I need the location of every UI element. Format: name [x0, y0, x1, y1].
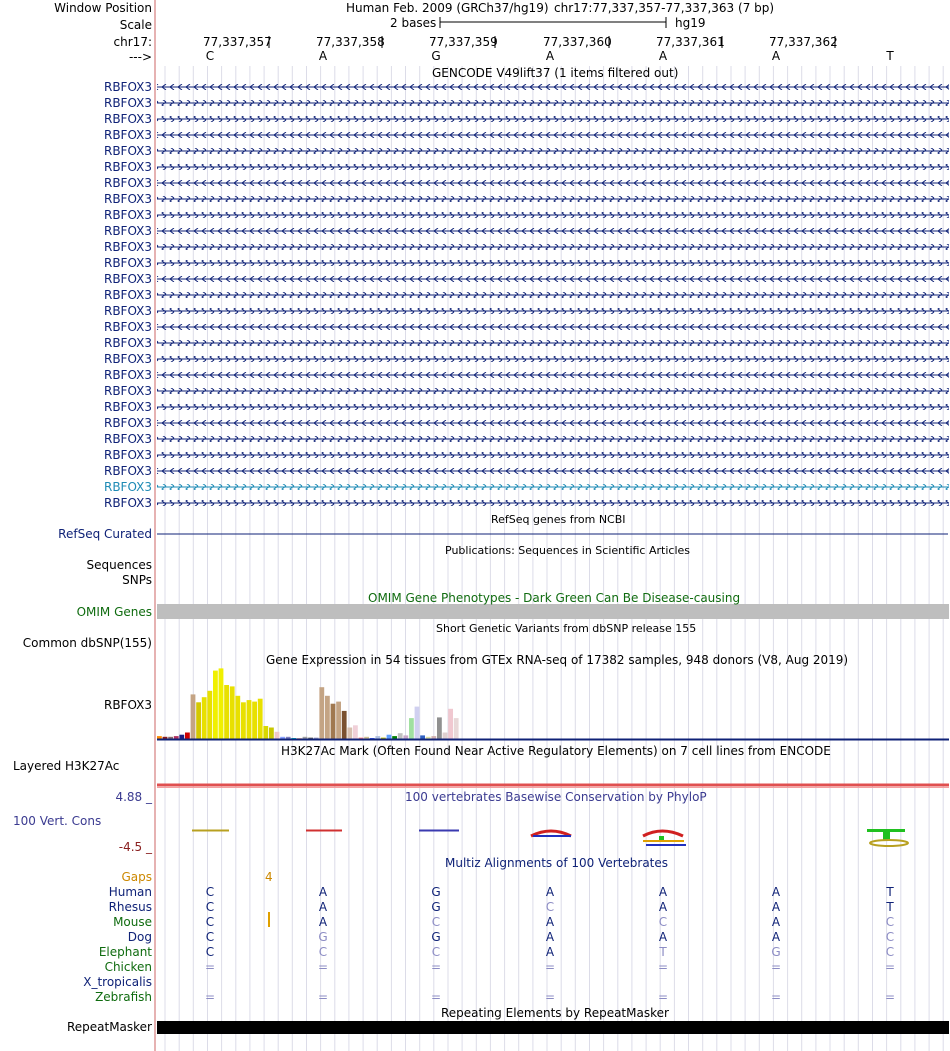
gencode-track-item[interactable]: RBFOX3: [103, 256, 152, 270]
gtex-bars[interactable]: [157, 668, 459, 739]
alignment-base: T: [659, 945, 667, 959]
reference-base: G: [431, 49, 441, 63]
gtex-tissue-bar[interactable]: [353, 725, 358, 739]
reference-base: T: [886, 49, 894, 63]
repeatmasker-bar[interactable]: [157, 1021, 949, 1034]
gencode-title: GENCODE V49lift37 (1 items filtered out): [432, 66, 679, 80]
window-position-label: Window Position: [54, 1, 152, 15]
alignment-base: A: [545, 885, 555, 899]
alignment-base: A: [318, 885, 328, 899]
gencode-track-item[interactable]: RBFOX3: [103, 320, 152, 334]
ruler-pos-6: 77,337,362: [769, 35, 838, 49]
alignment-base: G: [771, 945, 781, 959]
reference-base: A: [545, 49, 555, 63]
alignment-base: C: [885, 945, 895, 959]
gencode-track-item[interactable]: RBFOX3: [103, 192, 152, 206]
omim-track-label[interactable]: OMIM Genes: [76, 605, 152, 619]
gaps-label[interactable]: Gaps: [121, 870, 152, 884]
gencode-track-item[interactable]: RBFOX3: [103, 496, 152, 510]
alignment-base: =: [657, 990, 669, 1004]
gtex-title: Gene Expression in 54 tissues from GTEx RNA-seq of 17382 samples, 948 donors (V8, Aug 2019): [266, 653, 849, 667]
gencode-track-item[interactable]: RBFOX3: [103, 336, 152, 350]
gtex-tissue-bar[interactable]: [252, 702, 257, 739]
alignment-base: C: [205, 915, 215, 929]
conservation-marks[interactable]: [192, 829, 908, 846]
gtex-tissue-bar[interactable]: [224, 685, 229, 739]
ruler-pos-5: 77,337,361: [656, 35, 725, 49]
scale-bar: [440, 17, 666, 28]
alignment-base: G: [431, 885, 441, 899]
gencode-track-item[interactable]: RBFOX3: [103, 368, 152, 382]
gencode-track-item[interactable]: RBFOX3: [103, 432, 152, 446]
gencode-track-item[interactable]: RBFOX3: [103, 448, 152, 462]
species-label[interactable]: Chicken: [104, 960, 152, 974]
gtex-tissue-bar[interactable]: [437, 717, 442, 739]
gencode-track-item[interactable]: RBFOX3: [103, 176, 152, 190]
alignment-base: A: [318, 915, 328, 929]
repeatmasker-track-label[interactable]: RepeatMasker: [66, 1020, 152, 1034]
gtex-tissue-bar[interactable]: [207, 691, 212, 739]
gencode-track-item[interactable]: RBFOX3: [103, 208, 152, 222]
repeatmasker-title: Repeating Elements by RepeatMasker: [441, 1006, 669, 1020]
gtex-tissue-bar[interactable]: [263, 726, 268, 739]
alignment-base: A: [545, 915, 555, 929]
gencode-track-item[interactable]: RBFOX3: [103, 288, 152, 302]
gencode-track-item[interactable]: RBFOX3: [103, 80, 152, 94]
reference-base: A: [771, 49, 781, 63]
alignment-base: =: [544, 990, 556, 1004]
conservation-track-label[interactable]: 100 Vert. Cons: [13, 814, 102, 828]
conservation-title: 100 vertebrates Basewise Conservation by PhyloP: [405, 790, 707, 804]
alignment-base: C: [885, 930, 895, 944]
alignment-base: C: [205, 900, 215, 914]
alignment-base: A: [771, 885, 781, 899]
gencode-track-item[interactable]: RBFOX3: [103, 96, 152, 110]
alignment-base: A: [545, 930, 555, 944]
gap-count: 4: [265, 870, 273, 884]
gtex-tissue-bar[interactable]: [398, 733, 403, 739]
position-text: chr17:77,337,357-77,337,363 (7 bp): [554, 1, 775, 15]
gtex-tissue-bar[interactable]: [185, 733, 190, 740]
alignment-base: C: [885, 915, 895, 929]
alignment-base: A: [658, 930, 668, 944]
omim-title: OMIM Gene Phenotypes - Dark Green Can Be Disease-causing: [368, 591, 741, 605]
alignment-base: =: [430, 960, 442, 974]
gencode-track-item[interactable]: RBFOX3: [103, 128, 152, 142]
gencode-track-item[interactable]: RBFOX3: [103, 464, 152, 478]
ruler-pos-4: 77,337,360: [543, 35, 612, 49]
gtex-tissue-bar[interactable]: [230, 686, 235, 739]
gtex-tissue-bar[interactable]: [325, 696, 330, 739]
alignment-base: A: [545, 945, 555, 959]
ruler-pos-1: 77,337,357: [203, 35, 272, 49]
gtex-tissue-bar[interactable]: [420, 735, 425, 739]
gtex-tissue-bar[interactable]: [336, 702, 341, 739]
alignment-base: G: [431, 900, 441, 914]
gtex-tissue-bar[interactable]: [241, 702, 246, 739]
gencode-track-item[interactable]: RBFOX3: [103, 304, 152, 318]
gtex-tissue-bar[interactable]: [196, 702, 201, 739]
species-label[interactable]: Human: [108, 885, 152, 899]
gtex-tissue-bar[interactable]: [235, 696, 240, 739]
gtex-tissue-bar[interactable]: [387, 735, 392, 739]
publications-title: Publications: Sequences in Scientific Articles: [445, 544, 690, 557]
assembly-title: Human Feb. 2009 (GRCh37/hg19): [346, 1, 549, 15]
alignment-base: =: [770, 990, 782, 1004]
alignment-base: =: [884, 960, 896, 974]
species-label[interactable]: Elephant: [98, 945, 152, 959]
gtex-tissue-bar[interactable]: [202, 697, 207, 739]
dbsnp-title: Short Genetic Variants from dbSNP release 155: [436, 622, 697, 635]
gtex-tissue-bar[interactable]: [219, 668, 224, 739]
h3k27ac-title: H3K27Ac Mark (Often Found Near Active Regulatory Elements) on 7 cell lines from ENCODE: [281, 744, 831, 758]
alignment-base: A: [658, 900, 668, 914]
gtex-tissue-bar[interactable]: [191, 694, 196, 739]
alignment-base: C: [205, 885, 215, 899]
gtex-tissue-bar[interactable]: [443, 733, 448, 740]
conservation-min: -4.5 _: [118, 840, 152, 854]
strand-label: --->: [128, 50, 152, 64]
alignment-base: C: [318, 945, 328, 959]
alignment-base: A: [658, 885, 668, 899]
alignment-base: G: [318, 930, 328, 944]
gtex-tissue-bar[interactable]: [275, 732, 280, 739]
scale-text: 2 bases: [390, 16, 437, 30]
species-label[interactable]: Zebrafish: [95, 990, 152, 1004]
species-label[interactable]: Rhesus: [108, 900, 152, 914]
alignment-base: =: [204, 990, 216, 1004]
species-label[interactable]: X_tropicalis: [83, 975, 152, 989]
conservation-max: 4.88 _: [115, 790, 152, 804]
gencode-track-item[interactable]: RBFOX3: [103, 160, 152, 174]
alignment-base: =: [204, 960, 216, 974]
alignment-base: G: [431, 930, 441, 944]
refseq-title: RefSeq genes from NCBI: [491, 513, 626, 526]
gtex-tissue-bar[interactable]: [247, 700, 252, 739]
alignment-base: C: [431, 915, 441, 929]
alignment-base: A: [771, 915, 781, 929]
gencode-track-item[interactable]: RBFOX3: [103, 384, 152, 398]
alignment-base: =: [884, 990, 896, 1004]
alignment-base: =: [430, 990, 442, 1004]
gencode-track-item[interactable]: RBFOX3: [103, 272, 152, 286]
alignment-base: =: [317, 960, 329, 974]
alignment-base: C: [205, 945, 215, 959]
gtex-tissue-bar[interactable]: [415, 707, 420, 739]
species-label[interactable]: Mouse: [113, 915, 152, 929]
gtex-tissue-bar[interactable]: [213, 671, 218, 739]
omim-bar[interactable]: [157, 604, 949, 619]
alignment-base: A: [318, 900, 328, 914]
alignment-base: A: [771, 900, 781, 914]
alignment-base: C: [431, 945, 441, 959]
publications-sequences-label[interactable]: Sequences: [86, 558, 152, 572]
alignment-base: C: [545, 900, 555, 914]
gtex-tissue-bar[interactable]: [331, 704, 336, 739]
dbsnp-track-label[interactable]: Common dbSNP(155): [22, 636, 152, 650]
alignment-base: A: [771, 930, 781, 944]
alignment-base: C: [205, 930, 215, 944]
gencode-track-item[interactable]: RBFOX3: [103, 480, 152, 494]
gtex-tissue-bar[interactable]: [179, 735, 184, 739]
gtex-tissue-bar[interactable]: [403, 735, 408, 739]
gencode-track-item[interactable]: RBFOX3: [103, 240, 152, 254]
refseq-track-label[interactable]: RefSeq Curated: [58, 527, 152, 541]
reference-base: A: [658, 49, 668, 63]
gtex-tissue-bar[interactable]: [342, 711, 347, 739]
alignment-base: =: [544, 960, 556, 974]
publications-snps-label[interactable]: SNPs: [122, 573, 152, 587]
gencode-track-item[interactable]: RBFOX3: [103, 112, 152, 126]
alignment-base: C: [658, 915, 668, 929]
alignment-base: T: [886, 900, 894, 914]
reference-base: A: [318, 49, 328, 63]
alignment-base: =: [770, 960, 782, 974]
gtex-tissue-bar[interactable]: [448, 709, 453, 739]
gencode-track-item[interactable]: RBFOX3: [103, 144, 152, 158]
gtex-tissue-bar[interactable]: [258, 699, 263, 739]
ruler-pos-2: 77,337,358: [316, 35, 385, 49]
chrom-label: chr17:: [113, 35, 152, 49]
gencode-track-item[interactable]: RBFOX3: [103, 400, 152, 414]
alignment-base: T: [886, 885, 894, 899]
alignment-base: =: [657, 960, 669, 974]
species-label[interactable]: Dog: [127, 930, 152, 944]
alignment-base: =: [317, 990, 329, 1004]
multiz-title: Multiz Alignments of 100 Vertebrates: [445, 856, 669, 870]
gtex-tissue-bar[interactable]: [454, 718, 459, 739]
gtex-tissue-bar[interactable]: [269, 728, 274, 740]
ruler-pos-3: 77,337,359: [429, 35, 498, 49]
reference-base: C: [205, 49, 215, 63]
scale-label: Scale: [119, 18, 152, 32]
gtex-tissue-bar[interactable]: [347, 728, 352, 740]
gencode-track-item[interactable]: RBFOX3: [103, 224, 152, 238]
gtex-track-label[interactable]: RBFOX3: [103, 698, 152, 712]
gencode-track-item[interactable]: RBFOX3: [103, 352, 152, 366]
h3k27ac-track-label[interactable]: Layered H3K27Ac: [13, 759, 120, 773]
gtex-tissue-bar[interactable]: [319, 687, 324, 739]
gtex-tissue-bar[interactable]: [409, 718, 414, 739]
gencode-track-item[interactable]: RBFOX3: [103, 416, 152, 430]
scale-db: hg19: [675, 16, 706, 30]
